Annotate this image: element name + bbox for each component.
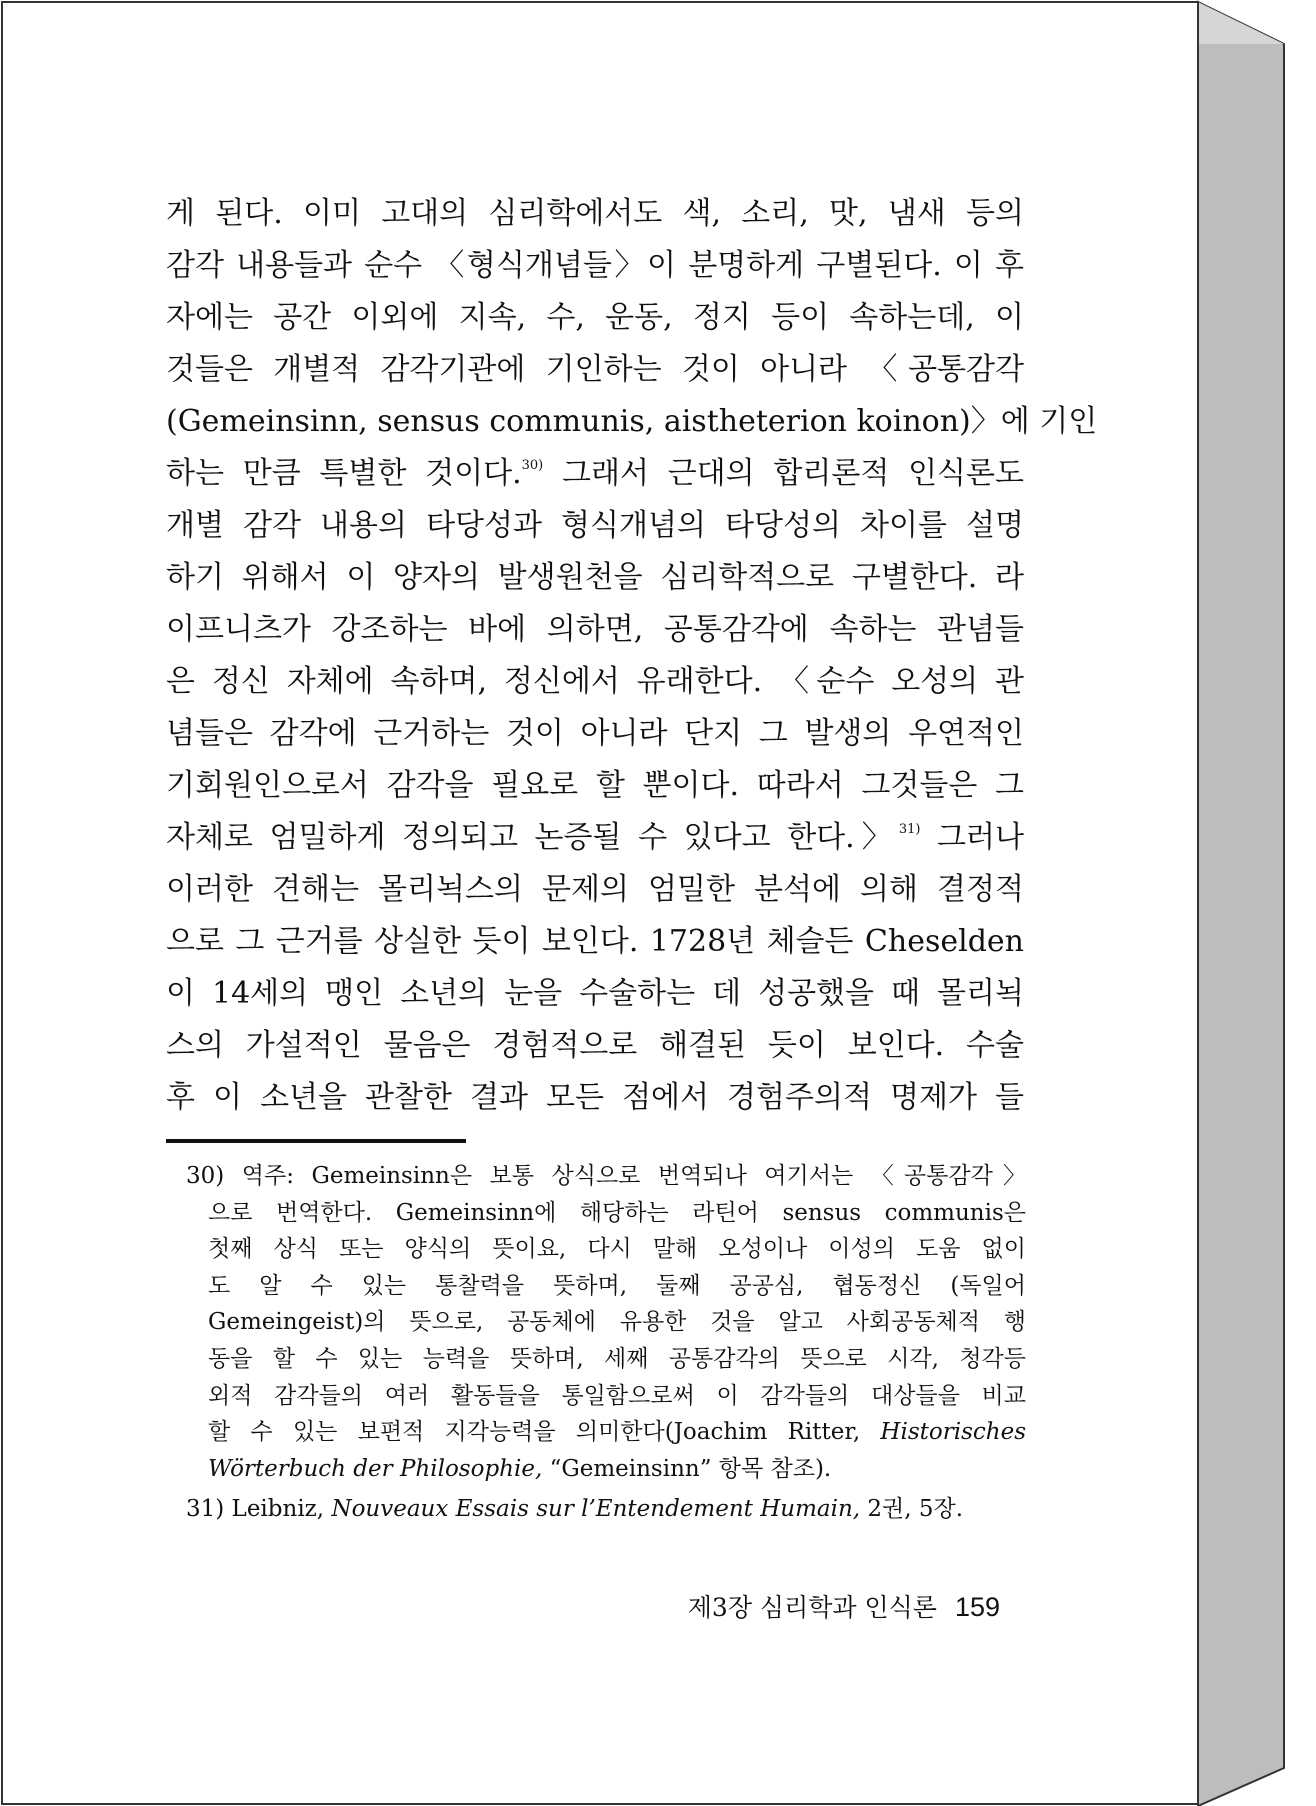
footnotes (186, 1158, 1026, 1528)
footnote-31-label: 31) Leibniz, (186, 1496, 325, 1523)
body-line-13b: 그러나 (937, 820, 1024, 855)
body-line-18: 후 이 소년을 관찰한 결과 모든 점에서 경험주의적 명제가 들 (166, 1080, 1024, 1115)
body-line-13a: 자체로 엄밀하게 정의되고 논증될 수 있다고 한다.〉 (166, 820, 899, 855)
body-line-6b: 그래서 근대의 합리론적 인식론도 (562, 456, 1024, 491)
footnote-31-title: Nouveaux Essais sur l’Entendement Humain, (331, 1496, 861, 1523)
page-number: 159 (954, 1592, 1000, 1622)
footnote-30-line-6: 동을 할 수 있는 능력을 뜻하며, 세째 공통감각의 뜻으로 시각, 청각등 (208, 1345, 1026, 1372)
footnote-30-title-part-1: Historisches (880, 1419, 1026, 1446)
footnote-30-line-9 (186, 1451, 1026, 1488)
body-line-16: 이 14세의 맹인 소년의 눈을 수술하는 데 성공했을 때 몰리뇍 (166, 976, 1024, 1011)
body-line-12: 기회원인으로서 감각을 필요로 할 뿐이다. 따라서 그것들은 그 (166, 768, 1024, 803)
body-line-15: 으로 그 근거를 상실한 듯이 보인다. 1728년 체슬든 Cheselden (166, 924, 1024, 959)
body-line-14: 이러한 견해는 몰리뇍스의 문제의 엄밀한 분석에 의해 결정적 (166, 872, 1024, 907)
body-text (166, 188, 1098, 1124)
page-footer (688, 1588, 1000, 1624)
body-line-5: (Gemeinsinn, sensus communis, aistheterion koinon)〉에 기인 (166, 404, 1098, 439)
body-line-9: 이프니츠가 강조하는 바에 의하면, 공통감각에 속하는 관념들 (166, 612, 1024, 647)
footnote-ref-31: 31) (898, 822, 921, 837)
footnote-30-tail: “Gemeinsinn” 항목 참조). (549, 1455, 832, 1482)
footnote-30-line-4: 도 알 수 있는 통찰력을 뜻하며, 둘째 공공심, 협동정신 (독일어 (208, 1272, 1026, 1299)
footnote-divider (166, 1139, 466, 1143)
footnote-30-title-part-2: Wörterbuch der Philosophie, (208, 1455, 543, 1482)
footnote-31-tail: 2권, 5장. (867, 1496, 964, 1523)
body-line-1: 게 된다. 이미 고대의 심리학에서도 색, 소리, 맛, 냄새 등의 (166, 196, 1024, 231)
body-line-6 (166, 448, 1024, 500)
footnote-30-line-1: 30) 역주: Gemeinsinn은 보통 상식으로 번역되나 여기서는 〈공통감각〉 (186, 1163, 1026, 1189)
body-line-11: 념들은 감각에 근거하는 것이 아니라 단지 그 발생의 우연적인 (166, 716, 1024, 751)
body-line-6a: 하는 만큼 특별한 것이다. (166, 456, 522, 491)
footnote-30-line-8a: 할 수 있는 보편적 지각능력을 의미한다(Joachim Ritter, (208, 1419, 861, 1446)
body-line-2: 감각 내용들과 순수 〈형식개념들〉이 분명하게 구별된다. 이 후 (166, 248, 1024, 283)
chapter-title: 제3장 심리학과 인식론 (687, 1593, 937, 1622)
footnote-ref-30: 30) (521, 458, 544, 473)
footnote-30-line-5: Gemeingeist)의 뜻으로, 공동체에 유용한 것을 알고 사회공동체적 행 (208, 1309, 1026, 1336)
body-line-4: 것들은 개별적 감각기관에 기인하는 것이 아니라 〈공통감각 (166, 352, 1024, 387)
body-line-3: 자에는 공간 이외에 지속, 수, 운동, 정지 등이 속하는데, 이 (166, 300, 1024, 335)
footnote-30-line-7: 외적 감각들의 여러 활동들을 통일함으로써 이 감각들의 대상들을 비교 (208, 1382, 1026, 1409)
footnote-30-line-3: 첫째 상식 또는 양식의 뜻이요, 다시 말해 오성이나 이성의 도움 없이 (208, 1236, 1026, 1263)
body-line-8: 하기 위해서 이 양자의 발생원천을 심리학적으로 구별한다. 라 (166, 560, 1024, 595)
body-line-7: 개별 감각 내용의 타당성과 형식개념의 타당성의 차이를 설명 (166, 508, 1024, 543)
footnote-30-line-8 (186, 1414, 1026, 1451)
body-line-13 (166, 812, 1024, 864)
footnote-31 (186, 1491, 1026, 1528)
body-line-17: 스의 가설적인 물음은 경험적으로 해결된 듯이 보인다. 수술 (166, 1028, 1024, 1063)
body-line-10: 은 정신 자체에 속하며, 정신에서 유래한다. 〈순수 오성의 관 (166, 664, 1024, 699)
footnote-30-line-2: 으로 번역한다. Gemeinsinn에 해당하는 라틴어 sensus communis은 (208, 1199, 1026, 1226)
